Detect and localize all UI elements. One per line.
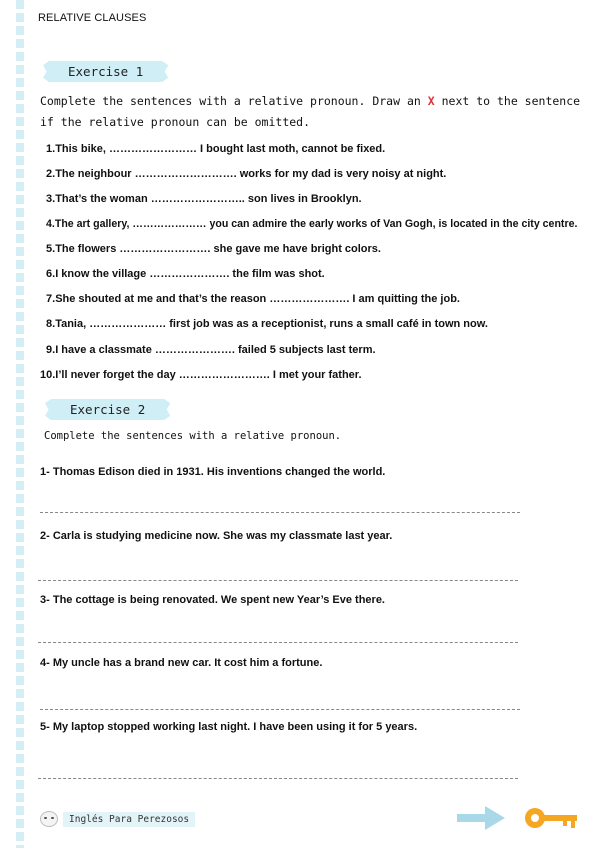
key-icon[interactable] xyxy=(523,805,581,831)
ex2-sentence-number: 4- xyxy=(40,657,50,669)
ex1-sentence-text: I know the village …………………. the film was shot. xyxy=(55,268,325,280)
ex1-sentence-number: 9. xyxy=(46,344,56,356)
ex2-sentence-number: 2- xyxy=(40,530,50,542)
decorative-left-border xyxy=(16,0,24,848)
ex2-sentence-text: My uncle has a brand new car. It cost him a fortune. xyxy=(52,657,323,669)
answer-line[interactable] xyxy=(38,580,518,581)
document-title: RELATIVE CLAUSES xyxy=(38,12,147,24)
ex1-sentence-number: 3. xyxy=(46,193,56,205)
ex1-sentence-text: I have a classmate …………………. failed 5 subjects last term. xyxy=(55,344,376,356)
right-arrow-icon[interactable] xyxy=(455,804,507,832)
sloth-face-icon xyxy=(40,811,58,827)
ex1-sentence xyxy=(46,218,577,230)
ex1-sentence-text: That’s the woman …………………….. son lives in Brooklyn. xyxy=(55,193,362,205)
ex1-sentence xyxy=(46,344,376,356)
ex1-sentence xyxy=(46,143,385,155)
exercise-1-heading: Exercise 1 xyxy=(48,61,163,82)
answer-line[interactable] xyxy=(40,709,520,710)
ex2-sentence-text: Carla is studying medicine now. She was my classmate last year. xyxy=(52,530,393,542)
ex1-sentence-text: I’ll never forget the day ……………………. I met your father. xyxy=(55,369,362,381)
ex2-sentence xyxy=(40,530,392,542)
exercise-1-instruction xyxy=(40,91,588,133)
brand-logo xyxy=(40,810,195,828)
ex2-sentence xyxy=(40,466,385,478)
ex1-sentence-number: 2. xyxy=(46,168,56,180)
ex1-sentence-number: 1. xyxy=(46,143,56,155)
ex2-sentence-number: 1- xyxy=(40,466,50,478)
ex1-sentence xyxy=(46,243,381,255)
exercise-2-heading: Exercise 2 xyxy=(50,399,165,420)
answer-line[interactable] xyxy=(38,642,518,643)
ex1-sentence xyxy=(46,193,362,205)
ex1-sentence-number: 7. xyxy=(46,293,56,305)
exercise-2-instruction: Complete the sentences with a relative pronoun. xyxy=(44,430,342,442)
ex2-sentence xyxy=(40,657,322,669)
ex1-sentence-text: Tania, ………………… first job was as a receptionist, runs a small café in town now. xyxy=(55,318,488,330)
ex1-sentence xyxy=(46,293,460,305)
ex1-sentence-text: This bike, …………………… I bought last moth, cannot be fixed. xyxy=(55,143,386,155)
ex1-sentence xyxy=(46,168,446,180)
instruction-text-2: next to the sentence if the relative pronoun can be omitted. xyxy=(40,94,581,129)
brand-name: Inglés Para Perezosos xyxy=(63,812,195,827)
ex2-sentence-text: Thomas Edison died in 1931. His inventions changed the world. xyxy=(52,466,386,478)
ex1-sentence xyxy=(40,369,362,381)
answer-line[interactable] xyxy=(38,778,518,779)
ex1-sentence-text: She shouted at me and that’s the reason …………………. I am quitting the job. xyxy=(55,293,460,305)
ex1-sentence-number: 4. xyxy=(46,218,55,230)
ex2-sentence xyxy=(40,721,417,733)
answer-line[interactable] xyxy=(40,512,520,513)
ex1-sentence-text: The art gallery, ………………… you can admire the early works of Van Gogh, is located in the city centre. xyxy=(54,218,578,230)
ex2-sentence-text: The cottage is being renovated. We spent new Year’s Eve there. xyxy=(52,594,385,606)
ex1-sentence-number: 5. xyxy=(46,243,56,255)
ex2-sentence-number: 3- xyxy=(40,594,50,606)
ex1-sentence xyxy=(46,268,325,280)
x-mark-icon: X xyxy=(427,94,435,108)
ex1-sentence xyxy=(46,318,488,330)
ex1-sentence-number: 10. xyxy=(40,369,56,381)
ex2-sentence-number: 5- xyxy=(40,721,50,733)
ex1-sentence-text: The neighbour ………………………. works for my dad is very noisy at night. xyxy=(55,168,447,180)
ex1-sentence-number: 8. xyxy=(46,318,56,330)
ex2-sentence-text: My laptop stopped working last night. I have been using it for 5 years. xyxy=(52,721,418,733)
ex2-sentence xyxy=(40,594,385,606)
ex1-sentence-text: The flowers ……………………. she gave me have bright colors. xyxy=(55,243,381,255)
ex1-sentence-number: 6. xyxy=(46,268,56,280)
instruction-text-1: Complete the sentences with a relative pronoun. Draw an xyxy=(40,94,428,108)
